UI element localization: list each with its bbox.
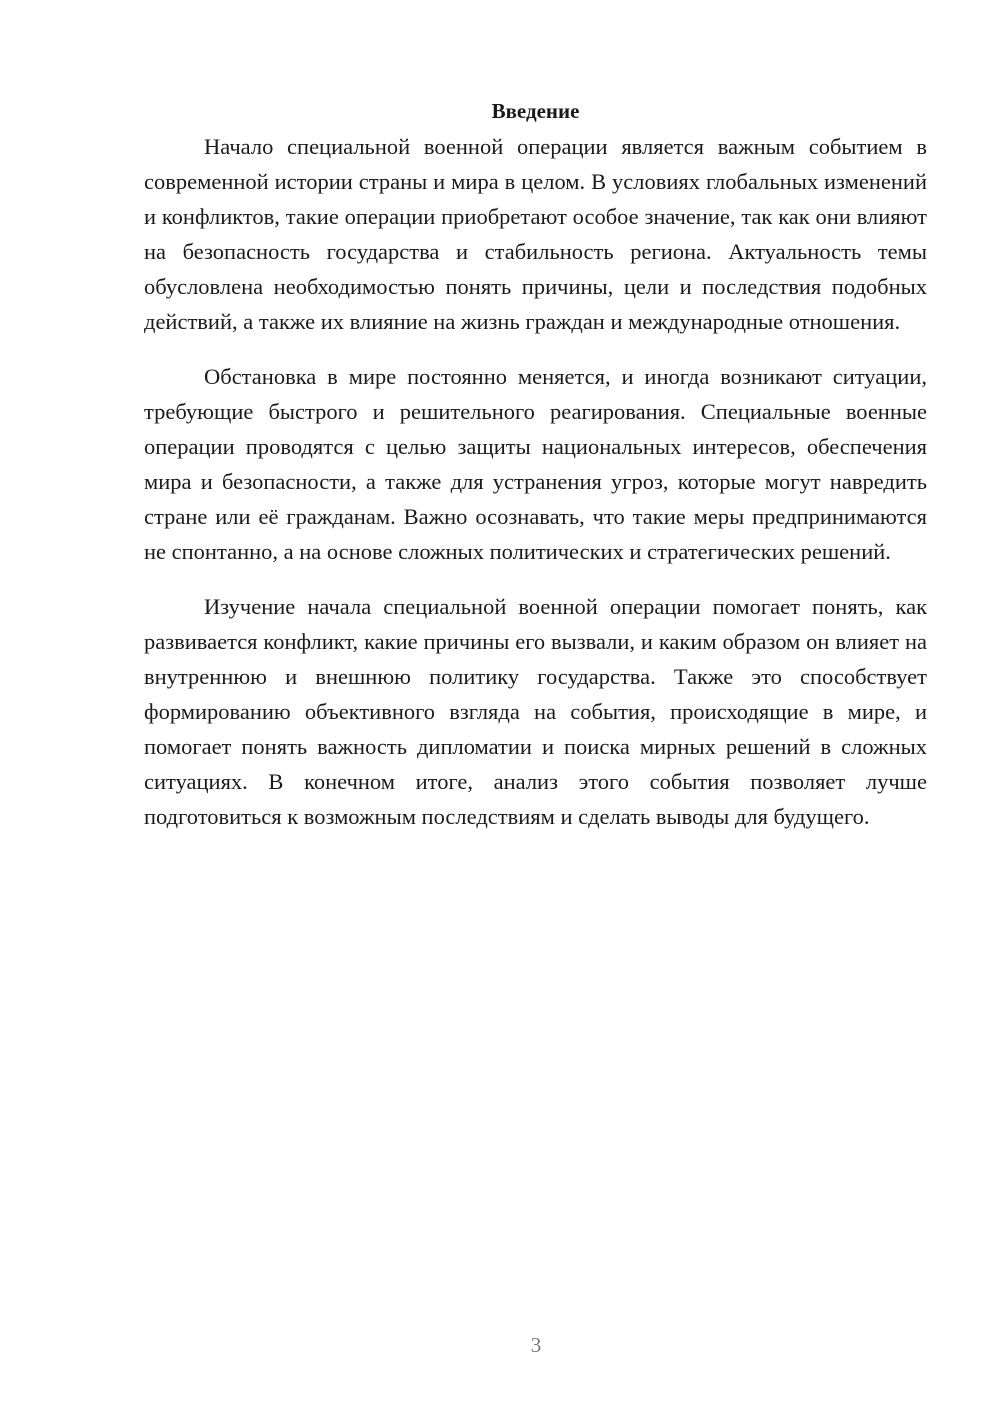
section-heading: Введение xyxy=(491,99,580,123)
paragraph-1: Начало специальной военной операции является важным событием в современной истории страны и мира в целом. В условиях глобальных изменений и конфликтов, такие операции приобретают особое значение, так как они влияют на безопасность государства и стабильность региона. Актуальность темы обусловлена необходимостью понять причины, цели и последствия подобных действий, а также их влияние на жизнь граждан и международные отношения. xyxy=(144,134,927,334)
paragraph-3: Изучение начала специальной военной операции помогает понять, как развивается конфликт, какие причины его вызвали, и каким образом он влияет на внутреннюю и внешнюю политику государства. Также это способствует формированию объективного взгляда на события, происходящие в мире, и помогает понять важность дипломатии и поиска мирных решений в сложных ситуациях. В конечном итоге, анализ этого события позволяет лучше подготовиться к возможным последствиям и сделать выводы для будущего. xyxy=(144,594,927,829)
paragraph-2: Обстановка в мире постоянно меняется, и иногда возникают ситуации, требующие быстрого и решительного реагирования. Специальные военные операции проводятся с целью защиты национальных интересов, обеспечения мира и безопасности, а также для устранения угроз, которые могут навредить стране или её гражданам. Важно осознавать, что такие меры предпринимаются не спонтанно, а на основе сложных политических и стратегических решений. xyxy=(144,364,927,564)
page-content xyxy=(144,96,927,854)
page-number: 3 xyxy=(530,1333,542,1357)
